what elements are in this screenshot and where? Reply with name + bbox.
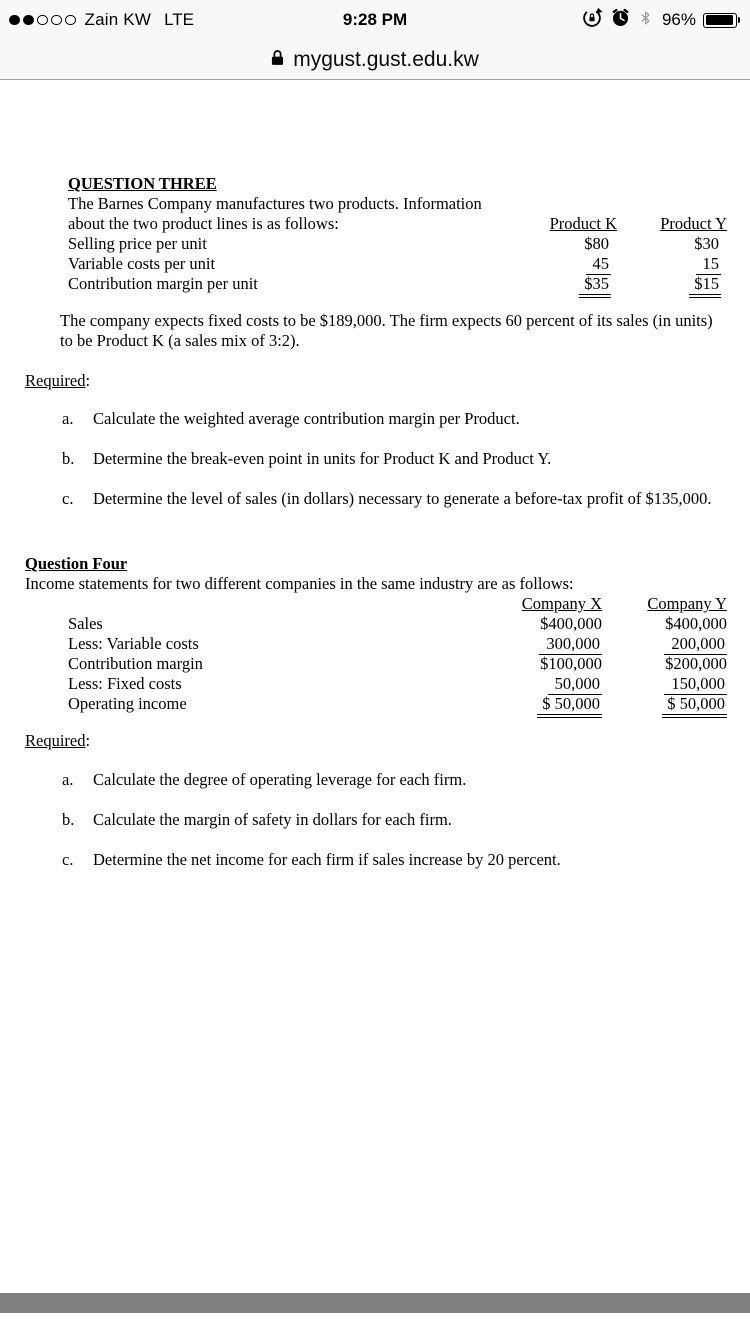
question-four-intro: Income statements for two different companies in the same industry are as follows: [25, 574, 574, 593]
cell-value: $ 50,000 [537, 694, 602, 718]
row-label: Contribution margin per unit [68, 274, 258, 293]
paragraph-line: The company expects fixed costs to be $189,000. The firm expects 60 percent of its sales (in units) [60, 311, 713, 330]
column-header-product-k: Product K [549, 214, 617, 233]
question-three-paragraph [60, 311, 750, 351]
table-row [68, 234, 727, 254]
item-text: Calculate the degree of operating leverage for each firm. [93, 770, 467, 789]
item-text: Determine the level of sales (in dollars) necessary to generate a before-tax profit of $135,000. [93, 489, 712, 508]
bluetooth-icon [638, 8, 653, 33]
cell-value: 45 [586, 254, 612, 275]
status-bar [0, 0, 750, 40]
table-row [68, 274, 727, 294]
cell-value: $80 [584, 234, 609, 253]
cell-value: $100,000 [540, 654, 602, 673]
browser-chrome [0, 0, 750, 80]
row-label: Sales [68, 614, 103, 633]
cell-value: $400,000 [665, 614, 727, 633]
cell-value: $400,000 [540, 614, 602, 633]
alarm-clock-icon [610, 7, 631, 33]
row-label: Less: Fixed costs [68, 674, 182, 693]
url-domain-label: mygust.gust.edu.kw [293, 48, 479, 71]
cell-value: $15 [689, 274, 721, 298]
question-three-intro-line2: about the two product lines is as follows: [68, 214, 339, 233]
cell-value: 300,000 [539, 634, 602, 655]
carrier-label: Zain KW [84, 10, 152, 29]
required-heading: Required: [25, 371, 91, 390]
url-bar[interactable] [0, 40, 750, 80]
question-three-intro-line1: The Barnes Company manufactures two products. Information [68, 194, 482, 213]
table-row [25, 694, 727, 714]
item-marker: a. [62, 409, 74, 428]
row-label: Operating income [68, 694, 187, 713]
cell-value: 15 [696, 254, 722, 275]
cell-value: $35 [579, 274, 611, 298]
table-row [25, 634, 727, 654]
rotation-lock-icon [581, 7, 603, 34]
bottom-toolbar-edge[interactable] [0, 1293, 750, 1313]
table-header-row [25, 594, 727, 614]
document-content [0, 81, 750, 1293]
list-item [62, 409, 520, 429]
table-row [25, 614, 727, 634]
list-item [62, 449, 551, 469]
column-header-company-x: Company X [521, 594, 602, 613]
cell-value: $ 50,000 [662, 694, 727, 718]
battery-icon [703, 13, 737, 28]
list-item [62, 810, 452, 830]
question-four-section [25, 554, 727, 714]
row-label: Less: Variable costs [68, 634, 199, 653]
question-four-title: Question Four [25, 554, 128, 573]
item-text: Calculate the weighted average contribution margin per Product. [93, 409, 520, 428]
row-label: Variable costs per unit [68, 254, 216, 273]
status-right-cluster [581, 7, 741, 34]
item-marker: c. [62, 850, 74, 869]
question-three-section [68, 174, 727, 294]
item-marker: b. [62, 810, 75, 829]
required-heading: Required: [25, 731, 91, 750]
table-row [25, 674, 727, 694]
column-header-product-y: Product Y [660, 214, 727, 233]
network-type-label: LTE [164, 10, 194, 29]
list-item [62, 770, 466, 790]
item-text: Determine the net income for each firm if sales increase by 20 percent. [93, 850, 561, 869]
row-label: Contribution margin [68, 654, 203, 673]
cell-value: $30 [694, 234, 719, 253]
status-left-cluster [9, 10, 194, 30]
list-item [62, 489, 712, 509]
item-marker: c. [62, 489, 74, 508]
cell-value: $200,000 [665, 654, 727, 673]
battery-percent-label: 96% [661, 10, 696, 29]
table-row [25, 654, 727, 674]
cell-value: 150,000 [664, 674, 727, 695]
cell-value: 50,000 [548, 674, 602, 695]
table-header-row [68, 214, 727, 234]
item-text: Determine the break-even point in units for Product K and Product Y. [93, 449, 552, 468]
signal-dots-icon [9, 15, 76, 26]
item-marker: a. [62, 770, 74, 789]
list-item [62, 850, 561, 870]
item-text: Calculate the margin of safety in dollars for each firm. [93, 810, 452, 829]
question-three-title: QUESTION THREE [68, 174, 217, 193]
item-marker: b. [62, 449, 75, 468]
column-header-company-y: Company Y [647, 594, 727, 613]
lock-icon [271, 48, 284, 72]
cell-value: 200,000 [664, 634, 727, 655]
paragraph-line: to be Product K (a sales mix of 3:2). [60, 331, 300, 350]
table-row [68, 254, 727, 274]
row-label: Selling price per unit [68, 234, 207, 253]
clock-label: 9:28 PM [342, 10, 408, 29]
